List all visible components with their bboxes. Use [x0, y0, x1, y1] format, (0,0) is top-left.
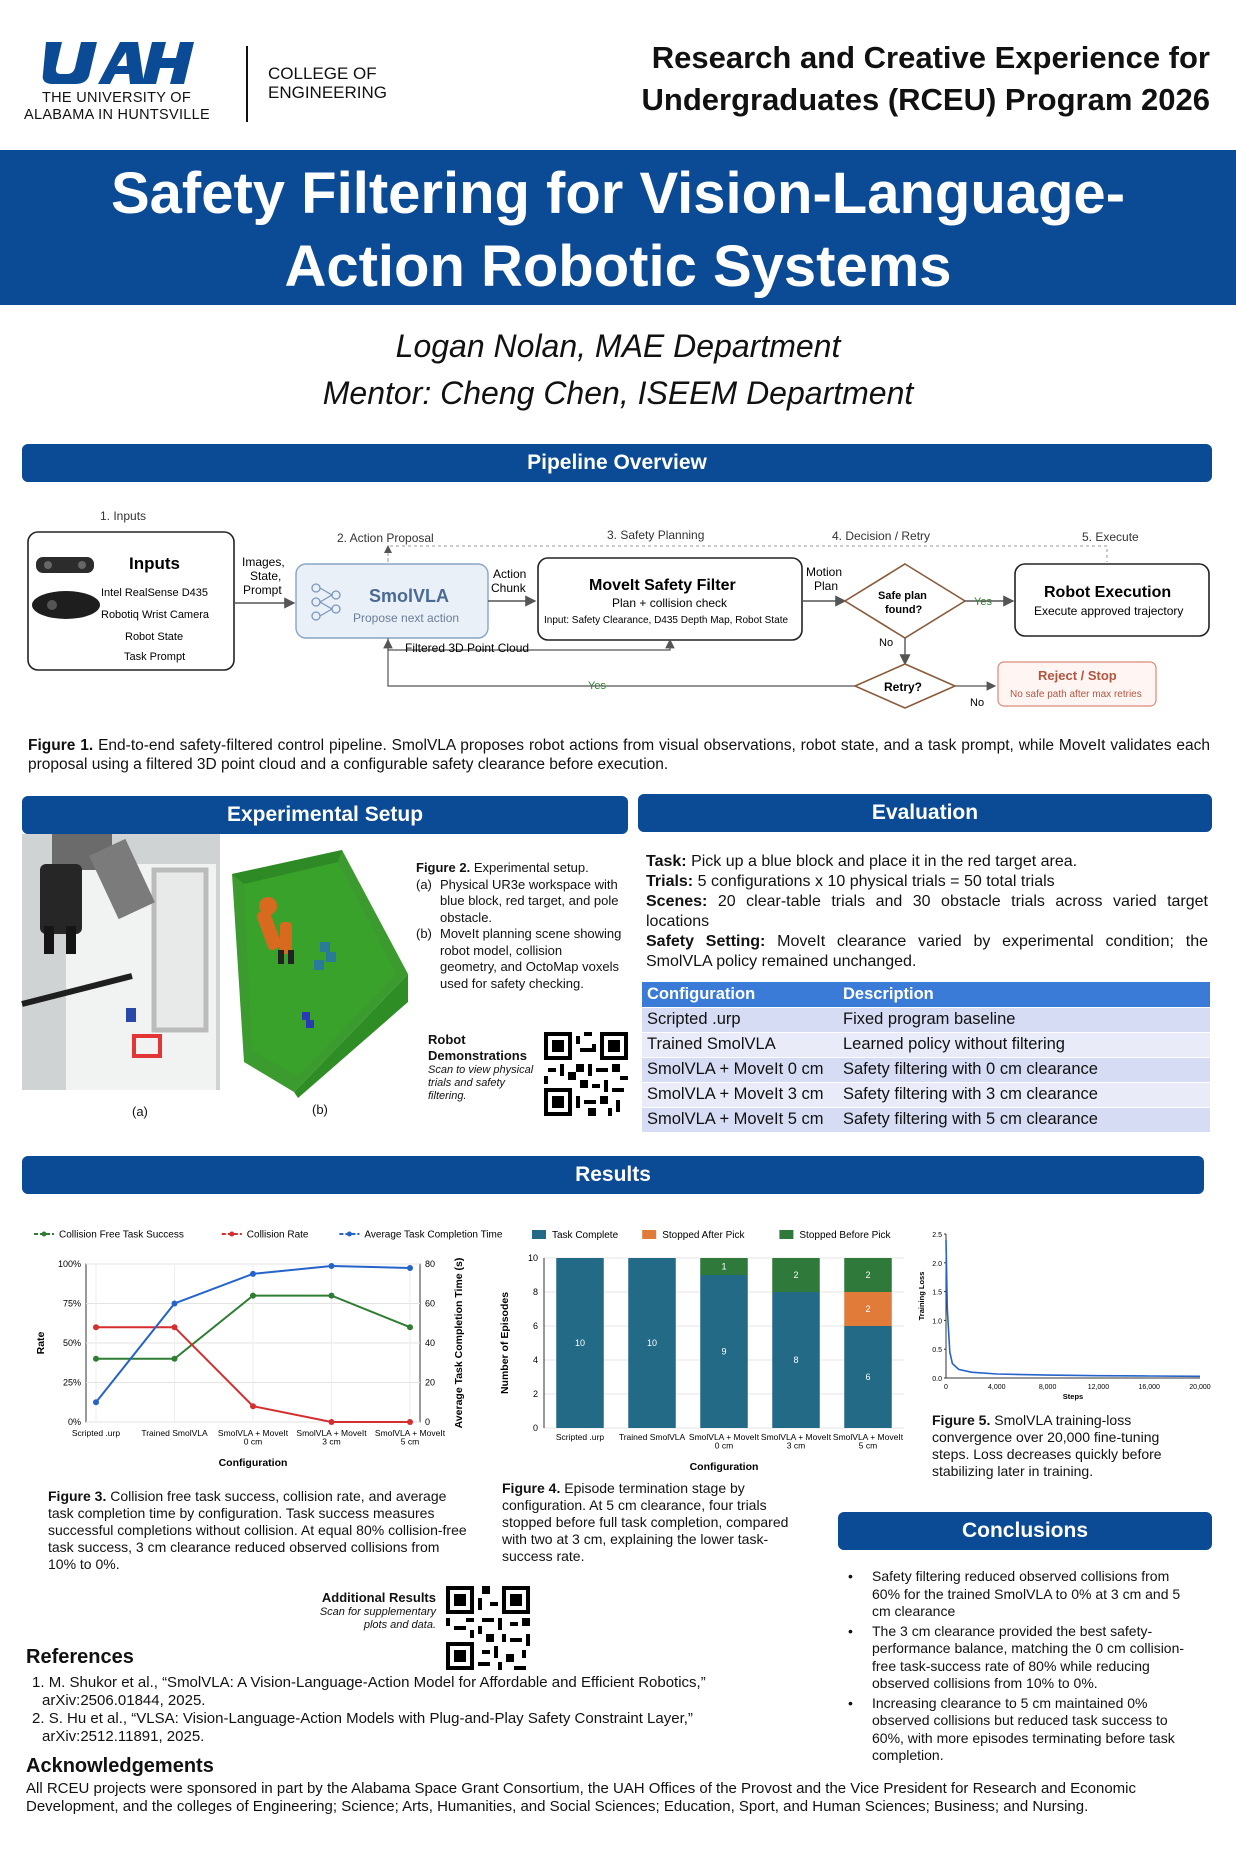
- figure3-caption: [48, 1488, 468, 1573]
- conclusions-list: [842, 1568, 1200, 1767]
- y2-tick-label: 60: [425, 1298, 436, 1309]
- table-cell: SmolVLA + MoveIt 3 cm: [642, 1082, 838, 1107]
- y-axis-label: Training Loss: [917, 1271, 926, 1321]
- reference-item: [32, 1710, 812, 1746]
- x-tick-label: Scripted .urp: [555, 1432, 605, 1442]
- x-tick-label: SmolVLA + MoveIt 3 cm: [760, 1432, 832, 1451]
- college-line2: ENGINEERING: [268, 83, 388, 102]
- data-point: [329, 1263, 335, 1269]
- x-axis-label: Configuration: [689, 1461, 759, 1473]
- legend-swatch: [642, 1230, 656, 1239]
- table-cell: Trained SmolVLA: [642, 1032, 838, 1057]
- bar-data-label: 1: [721, 1261, 727, 1272]
- figure5-caption: [932, 1412, 1182, 1480]
- data-point: [407, 1419, 413, 1425]
- figure2-a-mark: (a): [416, 876, 432, 892]
- y-tick-label: 100%: [57, 1259, 81, 1269]
- reference-line1: M. Shukor et al., “SmolVLA: A Vision-Language-Action Model for Affordable and Efficient Robotics,”: [48, 1674, 706, 1691]
- reference-line1: S. Hu et al., “VLSA: Vision-Language-Action Models with Plug-and-Play Safety Constraint Layer,”: [48, 1710, 693, 1727]
- figure2-b-mark: (b): [416, 926, 432, 941]
- legend-marker: [42, 1232, 47, 1237]
- legend-swatch: [779, 1230, 793, 1239]
- program-title-line2: Undergraduates (RCEU) Program 2026: [641, 82, 1210, 117]
- poster-title-line2: Action Robotic Systems: [284, 234, 952, 299]
- x-tick-label: SmolVLA + MoveIt 0 cm: [688, 1432, 760, 1451]
- y2-tick-label: 80: [425, 1259, 436, 1269]
- acknowledgements-text: All RCEU projects were sponsored in part by the Alabama Space Grant Consortium, the UAH Offices of the Provost and the Vice President for Research and Economic Development, and the colleges of Engineering; Science; Arts, Humanities, and Social Sciences; Education, Sport, and Human Sciences; Business; and Nursing.: [26, 1780, 1136, 1815]
- edge-state-label: State,: [250, 569, 282, 583]
- figure3-text: Collision free task success, collision rate, and average task completion time by configuration. Task success measures successful completions without collision. At equal 80% collision-free task success, 3 cm clearance reduced observed collisions from 10% to 0%.: [48, 1488, 467, 1572]
- x-tick-label: Scripted .urp: [71, 1428, 121, 1438]
- reject-title: Reject / Stop: [1038, 668, 1117, 683]
- figure4-label: Figure 4.: [502, 1480, 561, 1496]
- y-tick-label: 25%: [62, 1377, 81, 1388]
- moveit-subtitle: Plan + collision check: [612, 596, 728, 610]
- reference-num: 2.: [32, 1710, 45, 1727]
- bar-data-label: 2: [865, 1270, 871, 1280]
- y-tick-label: 50%: [62, 1338, 81, 1348]
- table-cell: Safety filtering with 3 cm clearance: [838, 1082, 1210, 1107]
- table-cell: SmolVLA + MoveIt 5 cm: [642, 1107, 838, 1132]
- eval-trials-label: Trials:: [646, 873, 694, 890]
- reference-line2: arXiv:2512.11891, 2025.: [42, 1728, 205, 1745]
- legend-marker: [347, 1232, 352, 1237]
- data-point: [250, 1293, 256, 1299]
- section-conclusions-header: Conclusions: [838, 1512, 1212, 1550]
- robot-demo-title: Robot Demonstrations: [428, 1032, 527, 1063]
- table-header-row: [642, 982, 1210, 1007]
- x-tick-label: Trained SmolVLA: [141, 1428, 208, 1438]
- table-cell: Fixed program baseline: [838, 1007, 1210, 1032]
- x-tick-label: SmolVLA + MoveIt 0 cm: [217, 1428, 289, 1447]
- decision-line1: Safe plan: [878, 590, 927, 602]
- y-axis-label: Number of Episodes: [499, 1291, 511, 1395]
- chart-training-loss: [912, 1226, 1214, 1401]
- loss-curve: [946, 1240, 1200, 1377]
- chart-success-collision-time: [30, 1222, 503, 1474]
- x-tick-label: 16,000: [1138, 1384, 1160, 1391]
- additional-results-sub: Scan for supplementary plots and data.: [319, 1606, 436, 1631]
- data-point: [250, 1271, 256, 1277]
- evaluation-text: [646, 852, 1208, 972]
- figure1-text: End-to-end safety-filtered control pipeline. SmolVLA proposes robot actions from visual observations, robot state, and a task prompt, while MoveIt validates each proposal using a filtered 3D point cloud and a configurable safety clearance before execution.: [28, 737, 1210, 773]
- y-tick-label: 2: [532, 1389, 538, 1399]
- edge-chunk-label: Chunk: [491, 581, 526, 595]
- legend-label: Stopped Before Pick: [799, 1230, 891, 1241]
- photo-caption-b: (b): [312, 1102, 328, 1117]
- smolvla-subtitle: Propose next action: [353, 611, 460, 625]
- bar-data-label: 8: [793, 1355, 799, 1365]
- y-tick-label: 75%: [62, 1298, 81, 1309]
- figure2-b-text: MoveIt planning scene showing robot model, collision geometry, and OctoMap voxels used for safety checking.: [440, 926, 622, 991]
- table-row: [642, 1032, 1210, 1057]
- references-heading: References: [26, 1646, 134, 1668]
- smolvla-title: SmolVLA: [369, 586, 450, 606]
- chart-episode-termination: [492, 1222, 912, 1474]
- edge-prompt-label: Prompt: [243, 583, 282, 597]
- edge-yes-exec: Yes: [974, 596, 992, 608]
- figure2-caption: [416, 860, 622, 992]
- configuration-table: [642, 982, 1210, 1133]
- eval-scenes-label: Scenes:: [646, 893, 708, 910]
- figure4-caption: [502, 1480, 794, 1565]
- data-point: [250, 1403, 256, 1409]
- y-tick-label: 2.5: [932, 1232, 942, 1239]
- reference-line2: arXiv:2506.01844, 2025.: [42, 1692, 206, 1709]
- edge-motion-label: Motion: [806, 565, 843, 579]
- uah-logo: [40, 38, 190, 86]
- table-row: [642, 1007, 1210, 1032]
- y-tick-label: 0: [532, 1423, 538, 1433]
- x-tick-label: 12,000: [1087, 1384, 1110, 1391]
- author: Logan Nolan, MAE Department: [395, 328, 841, 364]
- table-row: [642, 1057, 1210, 1082]
- table-header-configuration: Configuration: [642, 982, 838, 1007]
- x-axis-label: Configuration: [218, 1457, 288, 1469]
- legend-label: Collision Rate: [246, 1229, 309, 1241]
- section-pipeline-header: Pipeline Overview: [22, 444, 1212, 482]
- edge-images-label: Images,: [242, 555, 285, 569]
- y-tick-label: 6: [532, 1321, 538, 1331]
- figure2-label: Figure 2.: [416, 860, 471, 875]
- x-tick-label: 20,000: [1189, 1384, 1211, 1391]
- y-tick-label: 4: [532, 1355, 538, 1365]
- y2-tick-label: 0: [425, 1417, 431, 1427]
- reject-subtitle: No safe path after max retries: [1010, 689, 1142, 700]
- decision-line2: found?: [885, 604, 923, 616]
- eval-task: Pick up a blue block and place it in the red target area.: [691, 853, 1078, 870]
- x-tick-label: SmolVLA + MoveIt 5 cm: [374, 1428, 446, 1447]
- eval-safety-label: Safety Setting:: [646, 933, 766, 950]
- y-tick-label: 1.5: [932, 1289, 942, 1297]
- conclusion-item: • Safety filtering reduced observed collisions from 60% for the trained SmolVLA to 0% at 3 cm and 5 cm clearance: [842, 1568, 1200, 1621]
- bar-data-label: 2: [865, 1304, 871, 1314]
- y2-tick-label: 40: [425, 1338, 436, 1348]
- table-row: [642, 1107, 1210, 1132]
- legend-label: Average Task Completion Time: [364, 1229, 503, 1241]
- mentor: Mentor: Cheng Chen, ISEEM Department: [322, 375, 914, 411]
- data-point: [172, 1324, 178, 1330]
- physical-workspace-photo: [22, 834, 220, 1090]
- bar-data-label: 10: [646, 1338, 658, 1348]
- data-point: [329, 1419, 335, 1425]
- x-tick-label: SmolVLA + MoveIt 3 cm: [296, 1428, 367, 1447]
- bar-data-label: 10: [574, 1338, 586, 1348]
- eval-safety: MoveIt clearance varied by experimental condition; the SmolVLA policy remained unchanged.: [646, 933, 1209, 970]
- eval-scenes: 20 clear-table trials and 30 obstacle trials across varied target locations: [646, 893, 1208, 930]
- legend-swatch: [532, 1230, 546, 1239]
- step4-label: 4. Decision / Retry: [832, 529, 931, 543]
- additional-results-qr-code[interactable]: [446, 1586, 530, 1670]
- figure5-text: SmolVLA training-loss convergence over 20,000 fine-tuning steps. Loss decreases quickly before stabilizing later in training.: [932, 1412, 1162, 1479]
- reference-item: [32, 1674, 812, 1710]
- y-tick-label: 1.0: [932, 1318, 942, 1326]
- edge-no-retry: No: [970, 697, 985, 709]
- additional-results-title: Additional Results: [321, 1590, 436, 1605]
- retry-label: Retry?: [884, 680, 923, 694]
- data-point: [93, 1324, 99, 1330]
- y-tick-label: 2.0: [932, 1260, 942, 1268]
- legend-label: Stopped After Pick: [662, 1230, 745, 1241]
- additional-results-block: [296, 1590, 436, 1632]
- edge-action-label: Action: [493, 567, 527, 581]
- x-tick-label: 0: [944, 1384, 948, 1391]
- data-point: [93, 1356, 99, 1362]
- robot-demo-sub: Scan to view physical trials and safety filtering.: [428, 1064, 534, 1102]
- section-results-header: Results: [22, 1156, 1204, 1194]
- moveit-planning-scene: [222, 844, 418, 1094]
- reference-num: 1.: [32, 1674, 45, 1691]
- figure4-text: Episode termination stage by configuration. At 5 cm clearance, four trials stopped before full task completion, compared with two at 3 cm, explaining the lower task-success rate.: [502, 1480, 789, 1564]
- acknowledgements-heading: Acknowledgements: [26, 1755, 214, 1777]
- x-tick-label: 8,000: [1038, 1384, 1057, 1391]
- data-point: [407, 1324, 413, 1330]
- data-point: [93, 1399, 99, 1405]
- legend-label: Collision Free Task Success: [59, 1229, 184, 1241]
- uni-name-line2: ALABAMA IN HUNTSVILLE: [24, 107, 210, 123]
- table-cell: SmolVLA + MoveIt 0 cm: [642, 1057, 838, 1082]
- edge-yes-retry: Yes: [588, 680, 606, 692]
- inputs-title: Inputs: [129, 554, 180, 573]
- program-title-line1: Research and Creative Experience for: [651, 40, 1210, 75]
- input-item-state: Robot State: [125, 631, 184, 643]
- step2-label: 2. Action Proposal: [337, 531, 434, 545]
- input-item-prompt: Task Prompt: [124, 651, 186, 663]
- x-tick-label: SmolVLA + MoveIt 5 cm: [832, 1432, 904, 1451]
- y-tick-label: 0%: [67, 1417, 81, 1427]
- y-tick-label: 8: [532, 1287, 538, 1297]
- filtered-pointcloud-label: Filtered 3D Point Cloud: [405, 641, 530, 655]
- moveit-title: MoveIt Safety Filter: [589, 577, 736, 594]
- logo-divider: [246, 46, 248, 122]
- x-tick-label: 4,000: [988, 1384, 1006, 1391]
- section-setup-header: Experimental Setup: [22, 796, 628, 834]
- edge-plan-label: Plan: [814, 579, 839, 593]
- wrist-camera-icon: [32, 591, 100, 619]
- table-cell: Safety filtering with 0 cm clearance: [838, 1057, 1210, 1082]
- references-list: [32, 1674, 812, 1746]
- input-item-d435: Intel RealSense D435: [101, 587, 209, 599]
- figure1-caption: [28, 736, 1210, 774]
- data-point: [172, 1301, 178, 1307]
- data-point: [329, 1293, 335, 1299]
- conclusion-item: • Increasing clearance to 5 cm maintained 0% observed collisions but reduced task success to 60%, with more episodes terminating before task completion.: [842, 1695, 1200, 1765]
- step1-label: 1. Inputs: [100, 509, 147, 523]
- step3-label: 3. Safety Planning: [607, 528, 705, 542]
- eval-trials: 5 configurations x 10 physical trials = 50 total trials: [697, 873, 1055, 890]
- uni-name-line1: THE UNIVERSITY OF: [42, 90, 192, 106]
- conclusion-item: • The 3 cm clearance provided the best safety-performance balance, matching the 0 cm collision-free task-success rate of 80% while reducing observed collisions from 10% to 0%.: [842, 1623, 1200, 1693]
- figure1-label: Figure 1.: [28, 737, 94, 754]
- figure5-label: Figure 5.: [932, 1412, 991, 1428]
- figure2-a-text: Physical UR3e workspace with blue block, red target, and pole obstacle.: [440, 876, 619, 925]
- legend-marker: [229, 1232, 234, 1237]
- y2-tick-label: 20: [425, 1377, 436, 1388]
- step5-label: 5. Execute: [1082, 530, 1139, 544]
- execution-title: Robot Execution: [1044, 584, 1172, 601]
- data-point: [407, 1265, 413, 1271]
- y-tick-label: 0.5: [932, 1347, 942, 1355]
- bar-data-label: 6: [865, 1372, 871, 1382]
- y2-axis-label: Average Task Completion Time (s): [453, 1257, 465, 1429]
- section-evaluation-header: Evaluation: [638, 794, 1212, 832]
- pipeline-diagram: [22, 502, 1218, 724]
- table-header-description: Description: [838, 982, 1210, 1007]
- table-cell: Learned policy without filtering: [838, 1032, 1210, 1057]
- y-tick-label: 10: [527, 1253, 538, 1263]
- poster-title-line1: Safety Filtering for Vision-Language-: [110, 161, 1126, 226]
- table-cell: Scripted .urp: [642, 1007, 838, 1032]
- table-row: [642, 1082, 1210, 1107]
- input-item-wrist: Robotiq Wrist Camera: [101, 609, 209, 621]
- robot-demo-qr-code[interactable]: [544, 1032, 628, 1116]
- college-line1: COLLEGE OF: [268, 64, 377, 83]
- figure2-text: Experimental setup.: [473, 860, 589, 875]
- figure3-label: Figure 3.: [48, 1488, 107, 1504]
- robot-demo-block: [428, 1032, 538, 1103]
- table-cell: Safety filtering with 5 cm clearance: [838, 1107, 1210, 1132]
- y-axis-label: Rate: [35, 1331, 47, 1355]
- moveit-inputs: Input: Safety Clearance, D435 Depth Map, Robot State: [544, 615, 789, 626]
- bar-data-label: 2: [793, 1270, 799, 1280]
- data-point: [172, 1356, 178, 1362]
- bar-data-label: 9: [721, 1346, 727, 1357]
- photo-caption-a: (a): [132, 1104, 148, 1119]
- x-tick-label: Trained SmolVLA: [618, 1432, 686, 1442]
- y-tick-label: 0.0: [932, 1376, 942, 1383]
- legend-label: Task Complete: [552, 1230, 619, 1241]
- x-axis-label: Steps: [1062, 1392, 1084, 1401]
- eval-task-label: Task:: [646, 853, 687, 870]
- edge-no-decision: No: [879, 637, 894, 649]
- execution-subtitle: Execute approved trajectory: [1034, 604, 1184, 618]
